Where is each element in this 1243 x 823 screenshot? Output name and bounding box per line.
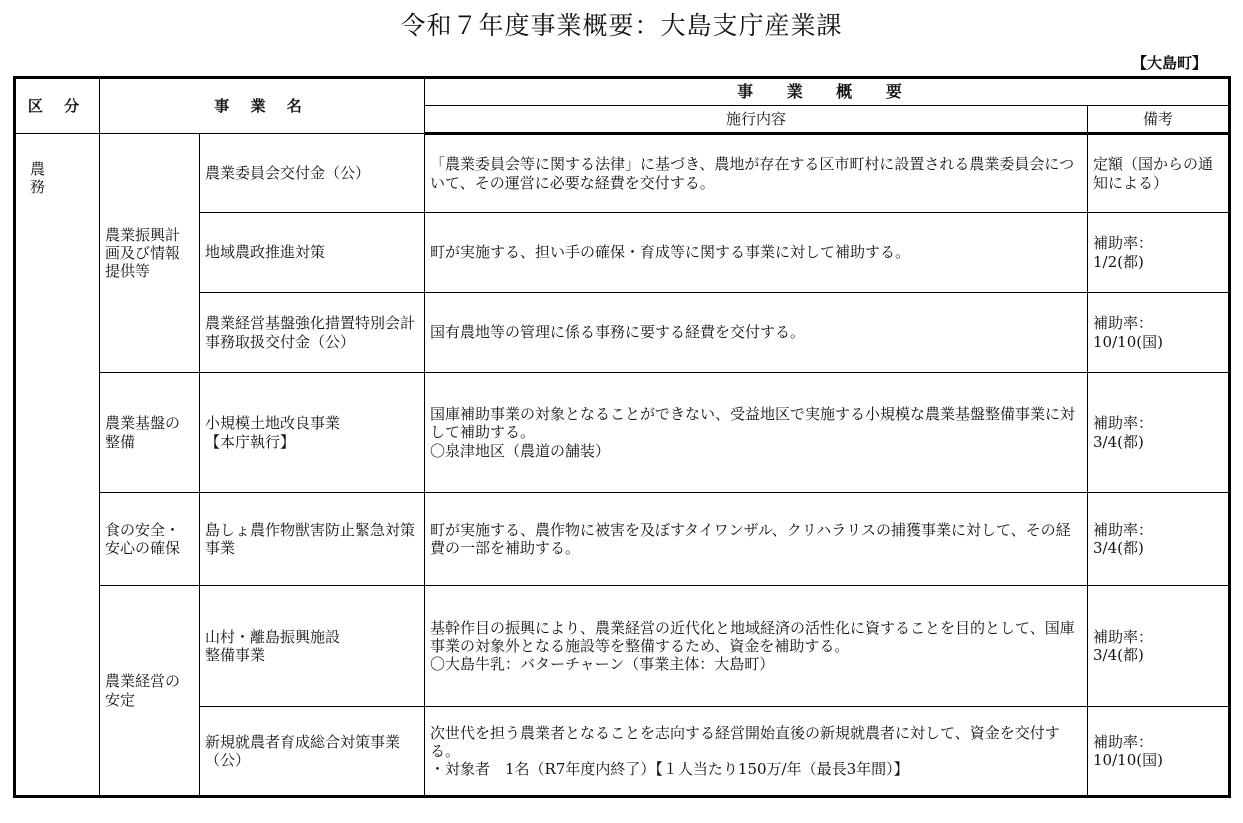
business-table bbox=[13, 76, 1231, 798]
table-row bbox=[15, 586, 1230, 707]
project-note: 定額（国からの通知による） bbox=[1088, 134, 1230, 213]
category-cell: 農業基盤の整備 bbox=[100, 373, 200, 493]
division-cell: 農 務 bbox=[15, 134, 100, 797]
project-note: 補助率： 3/4(都) bbox=[1088, 373, 1230, 493]
category-cell: 農業振興計画及び情報提供等 bbox=[100, 134, 200, 373]
header-kubun: 区 分 bbox=[15, 78, 100, 134]
town-label: 【大島町】 bbox=[1131, 54, 1207, 72]
project-note: 補助率： 3/4(都) bbox=[1088, 586, 1230, 707]
project-note: 補助率： 10/10(国) bbox=[1088, 293, 1230, 373]
project-name: 山村・離島振興施設 整備事業 bbox=[200, 586, 425, 707]
category-cell: 食の安全・安心の確保 bbox=[100, 493, 200, 586]
table-row bbox=[15, 493, 1230, 586]
project-content: 国庫補助事業の対象となることができない、受益地区で実施する小規模な農業基盤整備事業に対して補助する。 〇泉津地区（農道の舗装） bbox=[425, 373, 1088, 493]
project-name: 新規就農者育成総合対策事業（公） bbox=[200, 707, 425, 797]
project-content: 町が実施する、農作物に被害を及ぼすタイワンザル、クリハラリスの捕獲事業に対して、その経費の一部を補助する。 bbox=[425, 493, 1088, 586]
project-note: 補助率： 1/2(都) bbox=[1088, 213, 1230, 293]
project-content: 基幹作目の振興により、農業経営の近代化と地域経済の活性化に資することを目的として、国庫事業の対象外となる施設等を整備するため、資金を補助する。 〇大島牛乳：バターチャーン（事業主体：大島町） bbox=[425, 586, 1088, 707]
header-shiko: 施行内容 bbox=[425, 106, 1088, 134]
header-row-1 bbox=[15, 78, 1230, 106]
table-row bbox=[15, 134, 1230, 213]
project-name: 地域農政推進対策 bbox=[200, 213, 425, 293]
project-content: 町が実施する、担い手の確保・育成等に関する事業に対して補助する。 bbox=[425, 213, 1088, 293]
page-title: 令和７年度事業概要：大島支庁産業課 bbox=[400, 11, 843, 40]
header-jigyo-mei: 事 業 名 bbox=[100, 78, 425, 134]
project-name: 農業委員会交付金（公） bbox=[200, 134, 425, 213]
project-content: 「農業委員会等に関する法律」に基づき、農地が存在する区市町村に設置される農業委員会について、その運営に必要な経費を交付する。 bbox=[425, 134, 1088, 213]
header-gaiyo: 事 業 概 要 bbox=[425, 78, 1230, 106]
project-name: 小規模土地改良事業 【本庁執行】 bbox=[200, 373, 425, 493]
project-note: 補助率： 10/10(国) bbox=[1088, 707, 1230, 797]
project-content: 国有農地等の管理に係る事務に要する経費を交付する。 bbox=[425, 293, 1088, 373]
category-cell: 農業経営の安定 bbox=[100, 586, 200, 797]
project-name: 島しょ農作物獣害防止緊急対策事業 bbox=[200, 493, 425, 586]
project-name: 農業経営基盤強化措置特別会計事務取扱交付金（公） bbox=[200, 293, 425, 373]
project-content: 次世代を担う農業者となることを志向する経営開始直後の新規就農者に対して、資金を交付する。 ・対象者 1名（R7年度内終了）【１人当たり150万/年（最長3年間）】 bbox=[425, 707, 1088, 797]
project-note: 補助率： 3/4(都) bbox=[1088, 493, 1230, 586]
table-row bbox=[15, 373, 1230, 493]
header-biko: 備考 bbox=[1088, 106, 1230, 134]
